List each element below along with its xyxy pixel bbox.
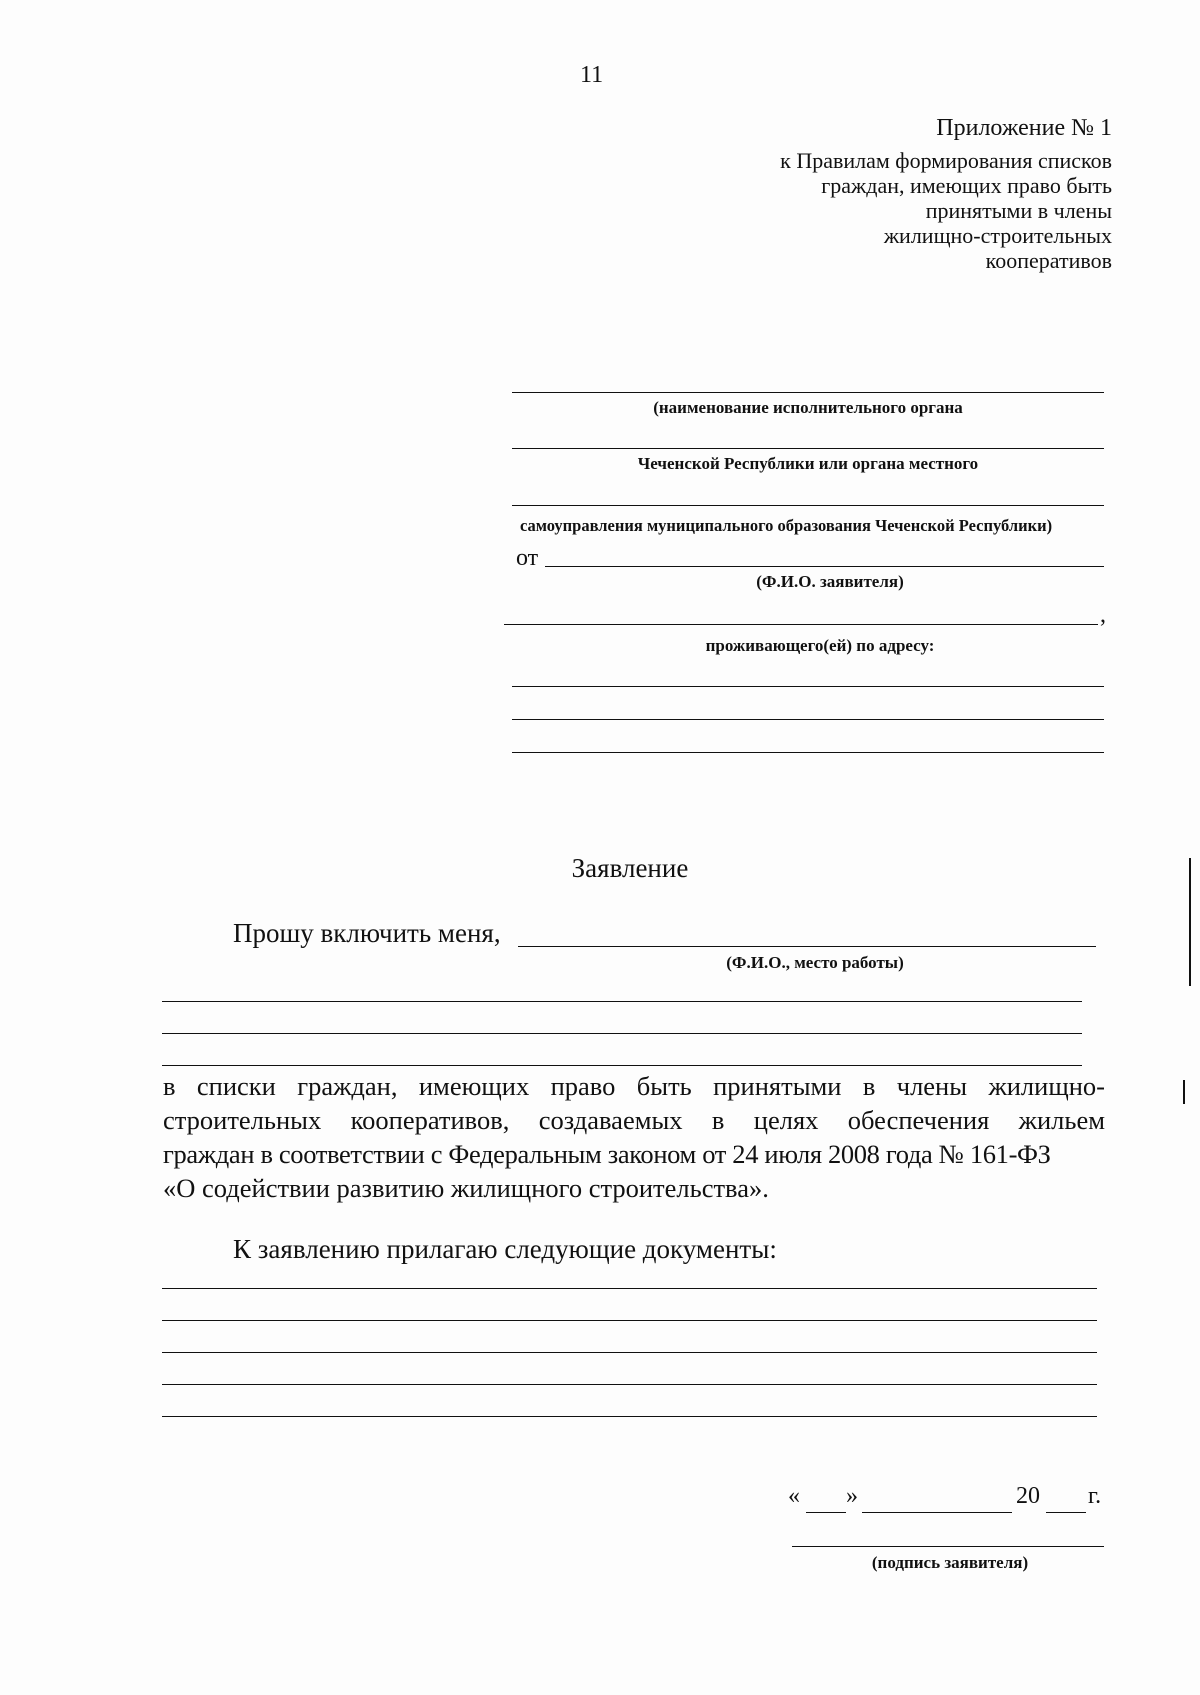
request-line-1[interactable] <box>162 1001 1082 1002</box>
signature-line[interactable] <box>792 1546 1104 1547</box>
applicant-name-line-2[interactable] <box>504 624 1098 625</box>
scan-mark <box>1183 1080 1185 1104</box>
appendix-title: Приложение № 1 <box>936 115 1112 141</box>
date-year-suffix: г. <box>1088 1483 1102 1509</box>
request-line-2[interactable] <box>162 1033 1082 1034</box>
comma: , <box>1100 602 1106 628</box>
signature-caption: (подпись заявителя) <box>871 1553 1029 1572</box>
body-line: граждан в соответствии с Федеральным законом от 24 июля 2008 года № 161-ФЗ <box>163 1139 1051 1169</box>
request-label: Прошу включить меня, <box>233 918 501 948</box>
appendix-line: к Правилам формирования списков <box>780 148 1112 173</box>
from-label: от <box>516 545 539 571</box>
body-line: в списки граждан, имеющих право быть принятыми в члены жилищно- <box>163 1071 1105 1101</box>
request-name-line[interactable] <box>518 946 1096 947</box>
attachment-line-4[interactable] <box>162 1384 1097 1385</box>
date-day-line[interactable] <box>806 1512 846 1513</box>
authority-name-line-3[interactable] <box>512 505 1104 506</box>
attachment-line-1[interactable] <box>162 1288 1097 1289</box>
body-line: строительных кооперативов, создаваемых в целях обеспечения жильем <box>163 1105 1105 1135</box>
statement-title: Заявление <box>571 853 689 883</box>
attachment-line-5[interactable] <box>162 1416 1097 1417</box>
request-caption: (Ф.И.О., место работы) <box>726 953 904 972</box>
appendix-line: кооперативов <box>985 248 1112 273</box>
address-line-3[interactable] <box>512 752 1104 753</box>
applicant-name-line[interactable] <box>545 566 1104 567</box>
address-line-2[interactable] <box>512 719 1104 720</box>
authority-caption-1: (наименование исполнительного органа <box>653 398 963 417</box>
date-year-line[interactable] <box>1046 1512 1086 1513</box>
attachment-line-2[interactable] <box>162 1320 1097 1321</box>
attachment-line-3[interactable] <box>162 1352 1097 1353</box>
authority-name-line-1[interactable] <box>512 392 1104 393</box>
date-open-quote: « <box>788 1483 800 1509</box>
address-caption: проживающего(ей) по адресу: <box>705 636 935 655</box>
appendix-line: принятыми в члены <box>925 198 1112 223</box>
authority-name-line-2[interactable] <box>512 448 1104 449</box>
address-line-1[interactable] <box>512 686 1104 687</box>
date-close-quote: » <box>846 1483 858 1509</box>
appendix-line: жилищно-строительных <box>883 223 1112 248</box>
body-line: «О содействии развитию жилищного строительства». <box>163 1173 769 1203</box>
authority-caption-2: Чеченской Республики или органа местного <box>637 454 979 473</box>
date-month-line[interactable] <box>862 1512 1012 1513</box>
attachments-label: К заявлению прилагаю следующие документы: <box>233 1234 777 1264</box>
scan-mark <box>1189 858 1191 986</box>
page-number: 11 <box>580 62 604 88</box>
date-year-prefix: 20 <box>1016 1483 1040 1509</box>
appendix-line: граждан, имеющих право быть <box>821 173 1112 198</box>
request-line-3[interactable] <box>162 1065 1082 1066</box>
applicant-caption: (Ф.И.О. заявителя) <box>756 572 904 591</box>
authority-caption-3: самоуправления муниципального образования Чеченской Республики) <box>520 516 1053 535</box>
statement-body <box>163 1069 1105 1205</box>
appendix-block <box>612 114 1112 273</box>
